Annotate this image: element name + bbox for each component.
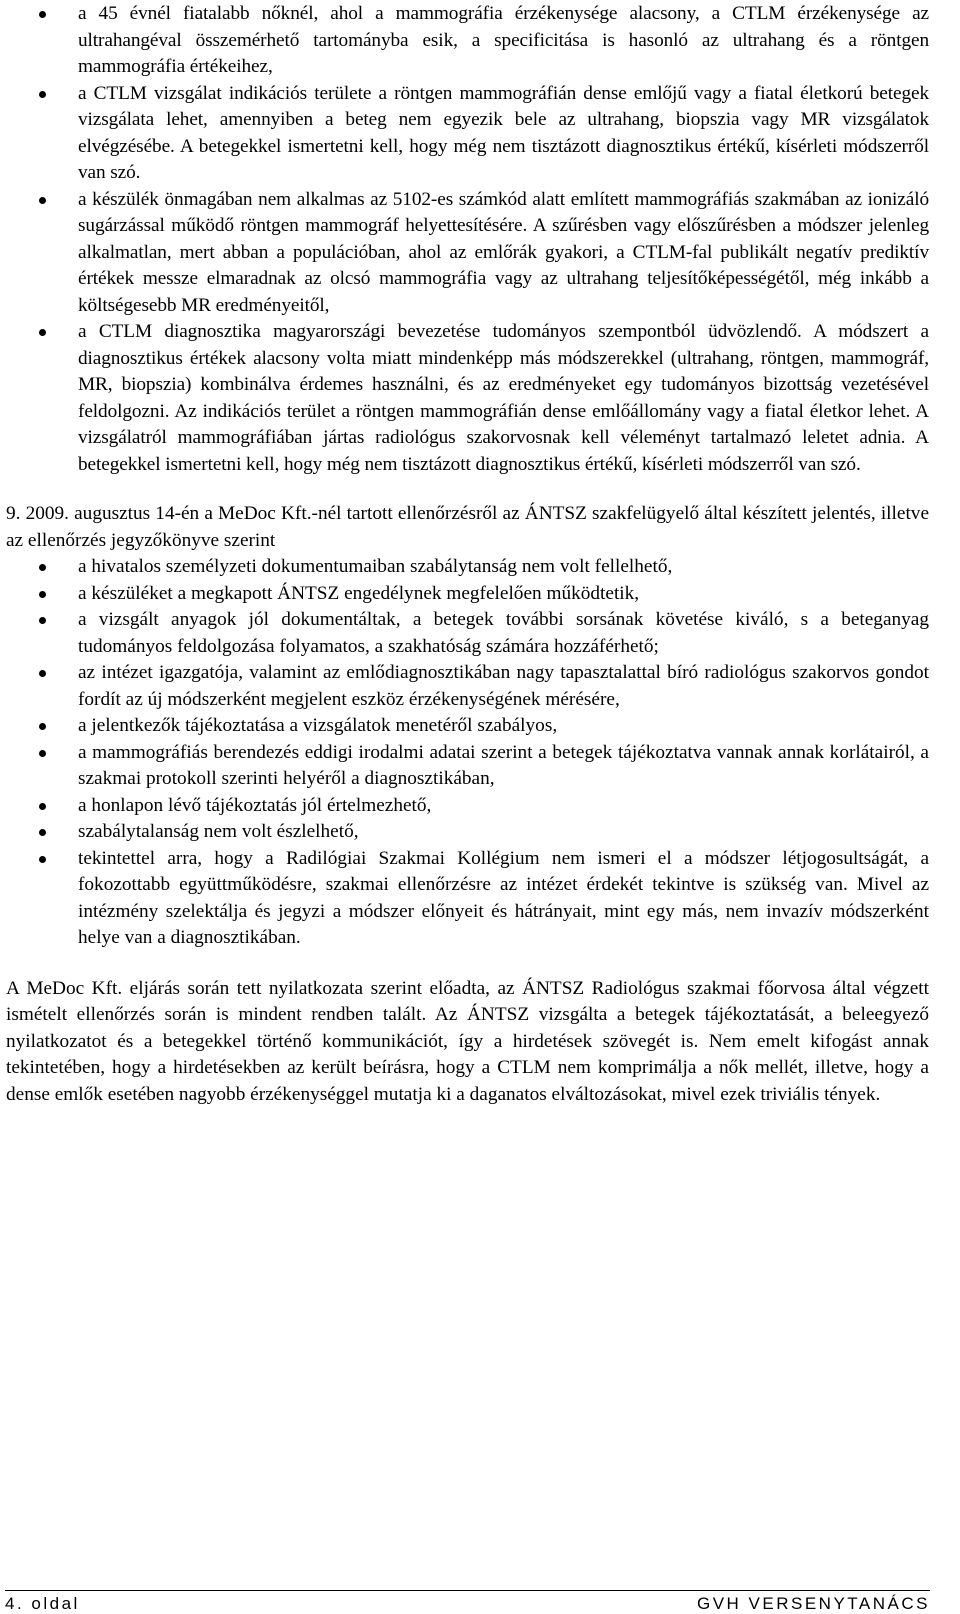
list-item-text: a mammográfiás berendezés eddigi irodalmi adatai szerint a betegek tájékoztatva vannak annak korlátairól, a szakmai protokoll szerinti helyéről a diagnosztikában,: [78, 741, 929, 789]
list-item-text: a jelentkezők tájékoztatása a vizsgálatok menetéről szabályos,: [78, 715, 558, 736]
list-item: [6, 793, 929, 820]
list-item: [6, 660, 929, 713]
list-item: [6, 740, 929, 793]
list-item: [6, 187, 929, 320]
list-item: [6, 1, 929, 81]
list-item-text: a készülék önmagában nem alkalmas az 5102-es számkód alatt említett mammográfiás szakmában az ionizáló sugárzással működő röntgen mammográf helyettesítésére. A szűrésben vagy előszűrésben a módszer jelenleg alkalmatlan, mert abban a populációban, ahol az emlőrák gyakori, a CTLM-fal publikált negatív prediktív értékek messze elmaradnak az olcsó mammográfia vagy az ultrahang teljesítőképességétől, még inkább a költségesebb MR eredményeitől,: [78, 188, 929, 316]
list-item-text: tekintettel arra, hogy a Radilógiai Szakmai Kollégium nem ismeri el a módszer létjogosultságát, a fokozottabb együttműködésre, szakmai ellenőrzésre az intézet érdekét tekintve is szükség van. Mivel az intézmény szelektálja és jegyzi a módszer előnyeit és hátrányait, mint egy más, nem invazív módszerként helye van a diagnosztikában.: [78, 847, 929, 948]
bullet-icon: [39, 829, 46, 836]
list-item-text: a készüléket a megkapott ÁNTSZ engedélynek megfelelően működtetik,: [78, 582, 640, 604]
list-item-text: szabálytalanság nem volt észlelhető,: [78, 821, 359, 842]
list-item-text: a vizsgált anyagok jól dokumentáltak, a betegek további sorsának követése kiváló, s a beteganyag tudományos feldolgozása folyamatos, a szakhatóság számára hozzáférhető;: [78, 609, 929, 657]
list-item-text: a CTLM vizsgálat indikációs területe a röntgen mammográfián dense emlőjű vagy a fiatal életkorú betegek vizsgálata lehet, amennyiben a beteg nem egyezik bele az ultrahang, biopszia vagy MR vizsgálatok elvégzésébe. A betegekkel ismertetni kell, hogy még nem tisztázott diagnosztikus értékű, kísérleti módszerről van szó.: [78, 82, 929, 183]
bullet-icon: [39, 856, 46, 863]
bullet-icon: [39, 591, 46, 598]
bullet-icon: [39, 670, 46, 677]
list-item: [6, 581, 929, 608]
conclusion-paragraph: A MeDoc Kft. eljárás során tett nyilatkozata szerint előadta, az ÁNTSZ Radiológus szakmai főorvosa által végzett ismételt ellenőrzés során is mindent rendben talált. Az ÁNTSZ vizsgálta a betegek tájékoztatását, a beleegyező nyilatkozatot és a betegekkel történő kommunikációt, így a hirdetések szövegét is. Nem emelt kifogást annak tekintetében, hogy a hirdetésekben az került beírásra, hogy a CTLM nem komprimálja a nők mellét, illetve, hogy a dense emlők esetében nagyobb érzékenységgel mutatja ki a daganatos elváltozásokat, mivel ezek triviális tények.: [6, 977, 929, 1105]
bullet-icon: [39, 329, 46, 336]
bullet-icon: [39, 11, 46, 18]
list-item: [6, 819, 929, 846]
list-item-text: a CTLM diagnosztika magyarországi bevezetése tudományos szempontból üdvözlendő. A módszert a diagnosztikus értékek alacsony volta miatt mindenképp más módszerekkel (ultrahang, röntgen, mammográf, MR, biopszia) kombinálva érdemes használni, és az eredményeket egy tudományos bizottság vezetésével feldolgozni. Az indikációs terület a röntgen mammográfián dense emlőállomány vagy a fiatal életkor lehet. A vizsgálatról mammográfiában jártas radiológus szakorvosnak kell véleményt tartalmazó leletet adnia. A betegekkel ismertetni kell, hogy még nem tisztázott diagnosztikus értékű, kísérleti módszerről van szó.: [78, 321, 929, 475]
list-item-text: az intézet igazgatója, valamint az emlődiagnosztikában nagy tapasztalattal bíró radiológus szakorvos gondot fordít az új módszerként megjelent eszköz érzékenységének mérésére,: [78, 662, 929, 710]
bullet-icon: [39, 197, 46, 204]
bullet-icon: [39, 723, 46, 730]
list-item-text: a hivatalos személyzeti dokumentumaiban szabálytanság nem volt fellelhető,: [78, 556, 673, 577]
section-9-intro: 9. 2009. augusztus 14-én a MeDoc Kft.-nél tartott ellenőrzésről az ÁNTSZ szakfelügyelő által készített jelentés, illetve az ellenőrzés jegyzőkönyve szerint: [6, 503, 929, 551]
list-item: [6, 607, 929, 660]
list-item: [6, 319, 929, 478]
list-item: [6, 554, 929, 581]
list-item-text: a honlapon lévő tájékoztatás jól értelmezhető,: [78, 794, 432, 816]
inspection-list: [6, 554, 929, 952]
page-number: 4. oldal: [5, 1594, 80, 1613]
page-content: [6, 0, 929, 1108]
list-item-text: a 45 évnél fiatalabb nőknél, ahol a mammográfia érzékenysége alacsony, a CTLM érzékenysége az ultrahangéval összemérhető tartományba esik, a specificitása is hasonló az ultrahang és a röntgen mammográfia értékeihez,: [78, 3, 929, 77]
bullet-icon: [39, 91, 46, 98]
list-item: [6, 846, 929, 952]
bullet-icon: [39, 750, 46, 757]
list-item: [6, 81, 929, 187]
bullet-icon: [39, 803, 46, 810]
footer-divider: [5, 1590, 930, 1591]
bullet-icon: [39, 564, 46, 571]
organization-name: GVH VERSENYTANÁCS: [696, 1594, 930, 1613]
findings-list: [6, 1, 929, 478]
list-item: [6, 713, 929, 740]
bullet-icon: [39, 617, 46, 624]
